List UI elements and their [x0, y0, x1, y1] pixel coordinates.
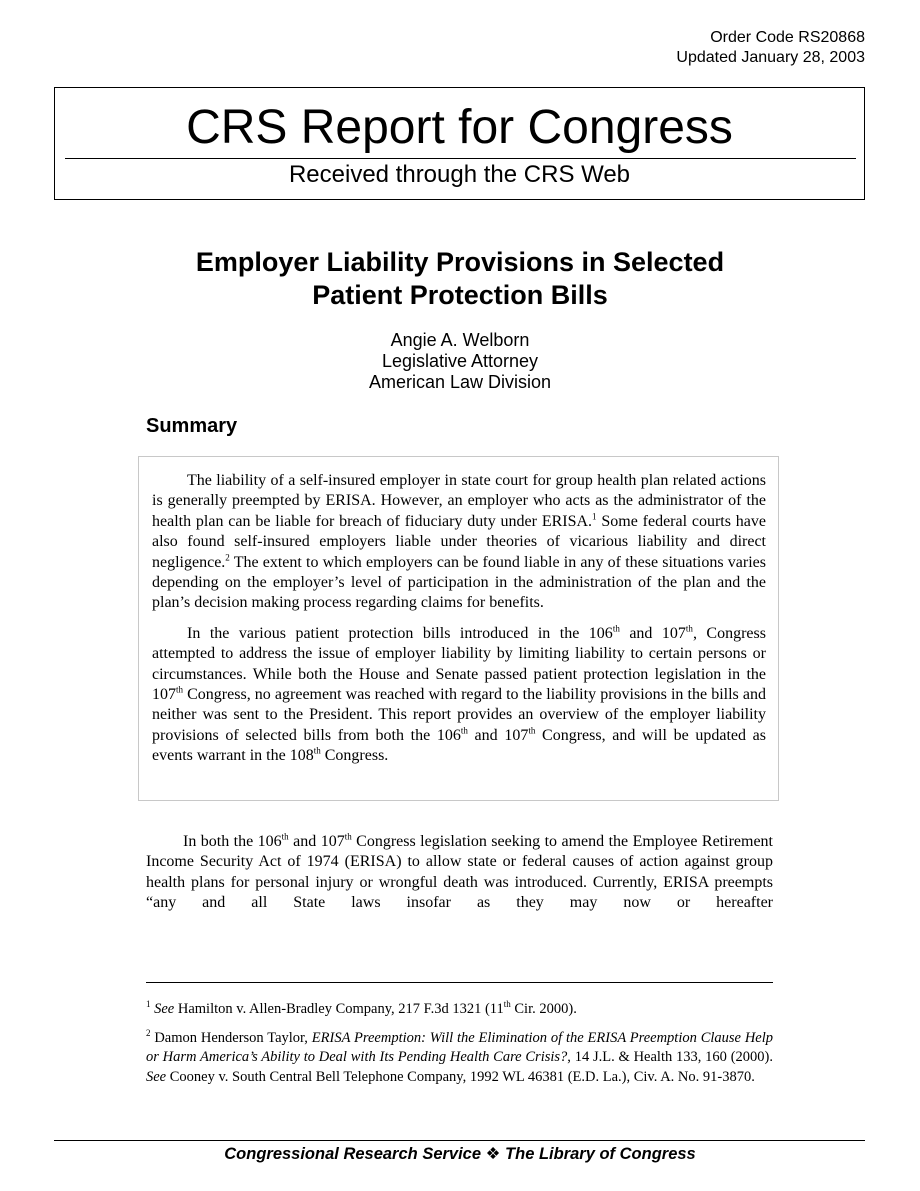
- body-paragraph: In both the 106th and 107th Congress legislation seeking to amend the Employee Retirement Income Security Act of 1974 (ERISA) to allow state or federal causes of action against group health plans for personal injury or wrongful death was introduced. Currently, ERISA preempts “any and all State laws insofar as they may now or hereafter: [146, 831, 773, 911]
- footer-crs: Congressional Research Service: [224, 1145, 482, 1163]
- footnote-divider: [146, 982, 773, 983]
- footnote-ref-2[interactable]: 2: [225, 552, 230, 563]
- footnote-ref-1[interactable]: 1: [592, 511, 597, 522]
- footnote-number: 2: [146, 1027, 151, 1038]
- page-footer: [0, 1143, 920, 1165]
- banner-subtitle: Received through the CRS Web: [288, 161, 631, 188]
- summary-paragraph-1: The liability of a self-insured employer in state court for group health plan related actions is generally preempted by ERISA. However, an employer who acts as the administrator of the health plan can be liable for breach of fiduciary duty under ERISA.$^1$ Some federal courts have also found self-insured employers liable under theories of vicarious liability and direct negligence.$^2$ The extent to which employers can be found liable in any of these situations varies depending on the employer’s level of participation in the administration of the plan and the plan’s decision making process regarding claims for benefits.: [152, 472, 767, 612]
- author-name: Angie A. Welborn: [390, 330, 530, 350]
- updated-date: Updated January 28, 2003: [676, 49, 865, 66]
- summary-heading: Summary: [146, 415, 238, 437]
- footer-divider: [54, 1140, 865, 1141]
- footer-loc: The Library of Congress: [505, 1145, 696, 1163]
- footnotes: [146, 1000, 773, 1096]
- body-text: [146, 832, 773, 913]
- footnote-number: 1: [146, 999, 151, 1010]
- footnote-2: $^2$ Damon Henderson Taylor, ERISA Preemption: Will the Elimination of the ERISA Preemption Clause Help or Harm America’s Ability to Deal with Its Pending Health Care Crisis?, 14 J.L. & Health 133, 160 (2000). See Cooney v. South Central Bell Telephone Company, 1992 WL 46381 (E.D. La.), Civ. A. No. 91-3870.: [146, 1027, 773, 1085]
- report-title-line-1: Employer Liability Provisions in Selected: [195, 247, 725, 277]
- report-title: [130, 246, 790, 312]
- summary-paragraph-2: In the various patient protection bills introduced in the 106th and 107th, Congress attempted to address the issue of employer liability by limiting liability to certain persons or circumstances. While both the House and Senate passed patient protection legislation in the 107th Congress, no agreement was reached with regard to the liability provisions in the bills and neither was sent to the President. This report provides an overview of the employer liability provisions of selected bills from both the 106th and 107th Congress, and will be updated as events warrant in the 108th Congress.: [152, 623, 767, 765]
- order-code-block: [676, 28, 865, 68]
- author-block: [260, 330, 660, 393]
- order-code: Order Code RS20868: [710, 29, 865, 46]
- footnote-1: $^1$ See Hamilton v. Allen-Bradley Company, 217 F.3d 1321 (11th Cir. 2000).: [146, 999, 577, 1017]
- footer-separator-icon: ❖: [485, 1145, 501, 1163]
- author-position: Legislative Attorney: [381, 351, 539, 371]
- banner-divider: [65, 158, 856, 159]
- summary-box: [138, 456, 779, 801]
- banner-title: CRS Report for Congress: [186, 101, 733, 154]
- report-title-line-2: Patient Protection Bills: [312, 280, 608, 310]
- crs-banner: [54, 87, 865, 200]
- author-division: American Law Division: [368, 372, 552, 392]
